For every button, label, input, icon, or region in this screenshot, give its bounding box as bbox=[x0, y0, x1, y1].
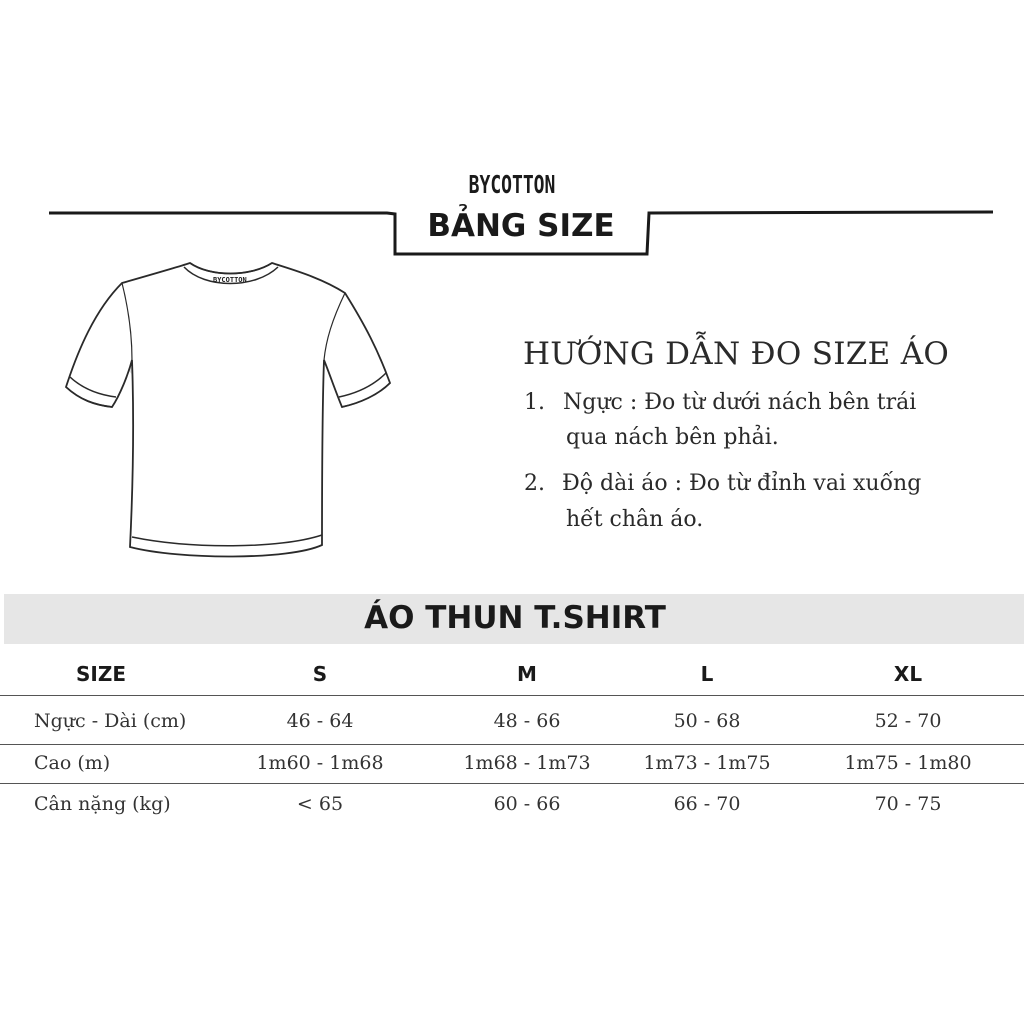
row-height-s: 1m60 - 1m68 bbox=[256, 752, 384, 774]
guide-item-1-line2: qua nách bên phải. bbox=[566, 425, 779, 450]
header-xl: XL bbox=[893, 662, 923, 686]
row-height-label: Cao (m) bbox=[34, 752, 111, 774]
row-weight-xl: 70 - 75 bbox=[874, 793, 942, 815]
row-weight-s: < 65 bbox=[296, 793, 344, 815]
row-weight-m: 60 - 66 bbox=[493, 793, 561, 815]
guide-item-1-number: 1. bbox=[524, 390, 545, 415]
row-chest-m: 48 - 66 bbox=[493, 710, 561, 732]
table-title: ÁO THUN T.SHIRT bbox=[364, 600, 666, 636]
row-chest-xl: 52 - 70 bbox=[874, 710, 942, 732]
header-size: SIZE bbox=[75, 662, 127, 686]
guide-item-1-line1: Ngực : Đo từ dưới nách bên trái bbox=[563, 390, 917, 415]
guide-item-2-line2: hết chân áo. bbox=[566, 507, 704, 532]
row-chest-l: 50 - 68 bbox=[673, 710, 741, 732]
shirt-label: BYCOTTON bbox=[213, 276, 247, 284]
row-weight-l: 66 - 70 bbox=[673, 793, 741, 815]
header-l: L bbox=[700, 662, 714, 686]
row-weight-label: Cân nặng (kg) bbox=[34, 793, 171, 815]
guide-title: HƯỚNG DẪN ĐO SIZE ÁO bbox=[523, 336, 950, 372]
header-m: M bbox=[517, 662, 537, 686]
header-s: S bbox=[312, 662, 328, 686]
banner-title: BẢNG SIZE bbox=[427, 208, 615, 244]
guide-item-2-line1: Độ dài áo : Đo từ đỉnh vai xuống bbox=[562, 471, 922, 496]
table-divider bbox=[0, 783, 1024, 784]
row-height-xl: 1m75 - 1m80 bbox=[844, 752, 972, 774]
row-height-m: 1m68 - 1m73 bbox=[463, 752, 591, 774]
brand-logo-text: BYCOTTON bbox=[468, 170, 556, 199]
table-divider bbox=[0, 744, 1024, 745]
table-divider bbox=[0, 695, 1024, 696]
row-chest-s: 46 - 64 bbox=[286, 710, 354, 732]
row-chest-label: Ngực - Dài (cm) bbox=[34, 710, 187, 732]
tshirt-illustration bbox=[60, 255, 400, 585]
guide-item-2-number: 2. bbox=[524, 471, 545, 496]
row-height-l: 1m73 - 1m75 bbox=[643, 752, 771, 774]
